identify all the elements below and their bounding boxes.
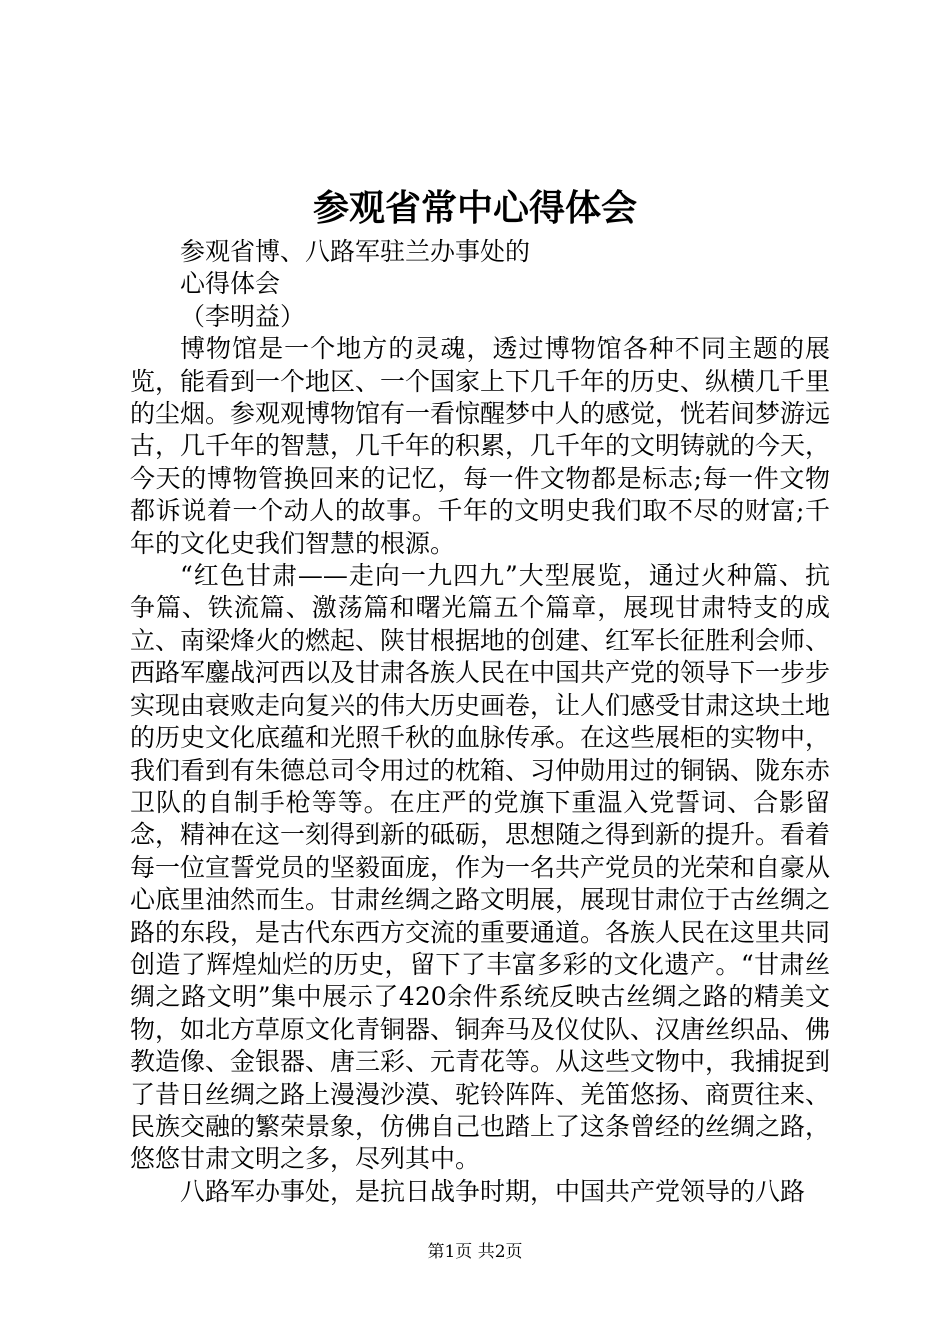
subtitle-line-1: 参观省博、八路军驻兰办事处的 [180, 237, 531, 266]
paragraph-3: 八路军办事处，是抗日战争时期，中国共产党领导的八路 [180, 1176, 806, 1206]
document-body [130, 236, 830, 1208]
subtitle-line-2: 心得体会 [180, 269, 281, 299]
document-title: 参观省常中心得体会 [312, 187, 637, 229]
author: （李明益） [180, 301, 306, 331]
paragraph-1: 博物馆是一个地方的灵魂，透过博物馆各种不同主题的展览，能看到一个地区、一个国家上下几千年的历史、纵横几千里的尘烟。参观观博物馆有一看惊醒梦中人的感觉，恍若间梦游远古，几千年的智慧，几千年的积累，几千年的文明铸就的今天，今天的博物管换回来的记忆，每一件文物都是标志;每一件文物都诉说着一个动人的故事。千年的文明史我们取不尽的财富;千年的文化史我们智慧的根源。 [130, 334, 831, 558]
paragraph-2: “红色甘肃——走向一九四九”大型展览，通过火种篇、抗争篇、铁流篇、激荡篇和曙光篇五个篇章，展现甘肃特支的成立、南梁烽火的燃起、陕甘根据地的创建、红军长征胜利会师、西路军鏖战河西以及甘肃各族人民在中国共产党的领导下一步步实现由衰败走向复兴的伟大历史画卷，让人们感受甘肃这块土地的历史文化底蕴和光照千秋的血脉传承。在这些展柜的实物中，我们看到有朱德总司令用过的枕箱、习仲勋用过的铜锅、陇东赤卫队的自制手枪等等。在庄严的党旗下重温入党誓词、合影留念，精神在这一刻得到新的砥砺，思想随之得到新的提升。看着每一位宣誓党员的坚毅面庞，作为一名共产党员的光荣和自豪从心底里油然而生。甘肃丝绸之路文明展，展现甘肃位于古丝绸之路的东段，是古代东西方交流的重要通道。各族人民在这里共同创造了辉煌灿烂的历史，留下了丰富多彩的文化遗产。“甘肃丝绸之路文明”集中展示了420余件系统反映古丝绸之路的精美文物，如北方草原文化青铜器、铜奔马及仪仗队、汉唐丝织品、佛教造像、金银器、唐三彩、元青花等。从这些文物中，我捕捉到了昔日丝绸之路上漫漫沙漠、驼铃阵阵、羌笛悠扬、商贾往来、民族交融的繁荣景象，仿佛自己也踏上了这条曾经的丝绸之路，悠悠甘肃文明之多，尽列其中。 [130, 561, 831, 1174]
page-footer: 第1页 共2页 [427, 1242, 523, 1262]
